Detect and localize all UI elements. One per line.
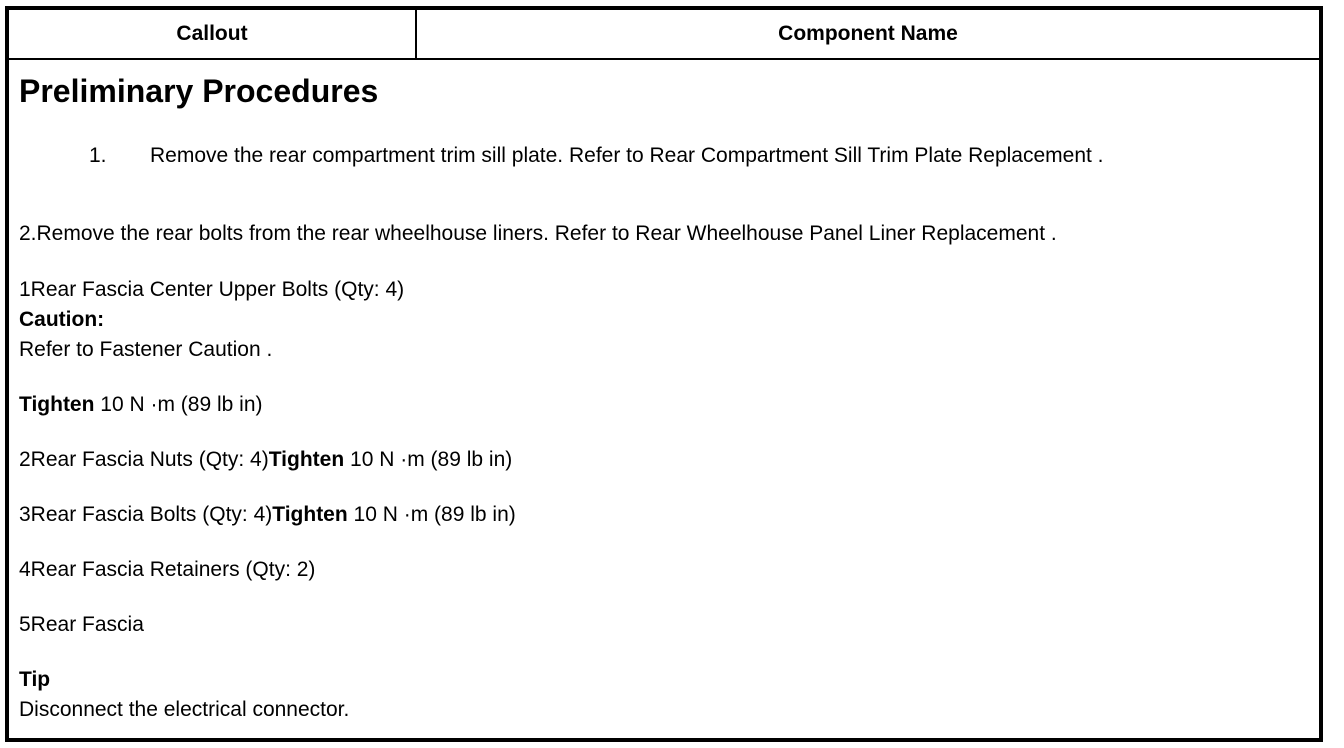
- component-2-label: 2Rear Fascia Nuts (Qty: 4): [19, 448, 269, 471]
- tighten-label: Tighten: [272, 503, 348, 526]
- step-1-number: 1.: [89, 144, 107, 167]
- table-header-row: [9, 10, 1319, 60]
- step-1-text: Remove the rear compartment trim sill plate. Refer to Rear Compartment Sill Trim Plate Replacement .: [150, 144, 1104, 167]
- component-1-label: 1Rear Fascia Center Upper Bolts (Qty: 4): [19, 278, 405, 301]
- component-1-caution-label: Caution:: [19, 308, 105, 331]
- component-2-row: [19, 449, 512, 470]
- component-5-label: 5Rear Fascia: [19, 613, 144, 636]
- procedure-table: [5, 6, 1323, 742]
- tighten-label: Tighten: [268, 448, 345, 471]
- component-3-label: 3Rear Fascia Bolts (Qty: 4): [19, 503, 273, 526]
- step-2-text: 2.Remove the rear bolts from the rear wheelhouse liners. Refer to Rear Wheelhouse Panel Liner Replacement .: [19, 222, 1057, 245]
- tighten-label: Tighten: [19, 393, 95, 416]
- tip-text: Disconnect the electrical connector.: [19, 698, 350, 721]
- tip-label: Tip: [19, 668, 51, 691]
- component-3-row: [19, 504, 516, 525]
- torque-value: 10 N ·m (89 lb in): [94, 393, 263, 416]
- component-1-caution-text: Refer to Fastener Caution .: [19, 338, 273, 361]
- torque-value: 10 N ·m (89 lb in): [344, 448, 513, 471]
- component-name-column-header: Component Name: [778, 22, 958, 45]
- component-1-torque-spec: [19, 394, 263, 415]
- component-4-label: 4Rear Fascia Retainers (Qty: 2): [19, 558, 316, 581]
- torque-value: 10 N ·m (89 lb in): [347, 503, 516, 526]
- table-body-cell: [9, 60, 1319, 738]
- section-title: Preliminary Procedures: [19, 73, 379, 109]
- callout-column-header: Callout: [9, 10, 417, 58]
